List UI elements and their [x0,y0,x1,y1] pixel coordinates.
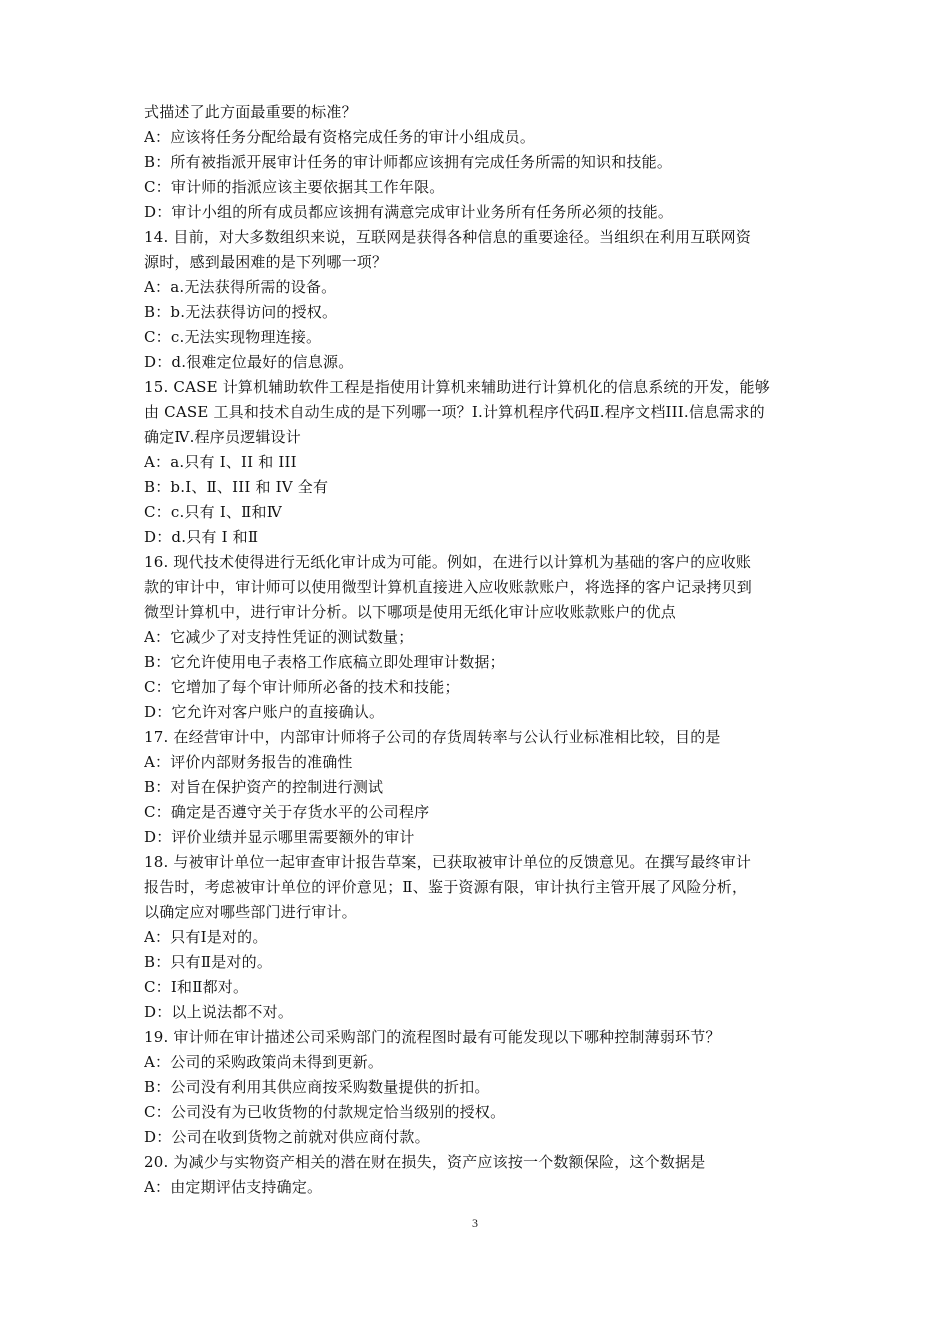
text-line: A：应该将任务分配给最有资格完成任务的审计小组成员。 [144,128,536,146]
page-number: 3 [472,1216,478,1230]
text-line: D：它允许对客户账户的直接确认。 [144,703,385,721]
text-line: A：它减少了对支持性凭证的测试数量； [144,628,414,646]
text-line: D：d.很难定位最好的信息源。 [144,353,354,371]
text-line: 14. 目前，对大多数组织来说，互联网是获得各种信息的重要途径。当组织在利用互联网资 [144,228,752,246]
text-line: 16. 现代技术使得进行无纸化审计成为可能。例如，在进行以计算机为基础的客户的应收账 [144,553,752,571]
text-line: B：b.无法获得访问的授权。 [144,303,338,321]
text-line: A：a.无法获得所需的设备。 [144,278,337,296]
text-line: C：c.无法实现物理连接。 [144,328,322,346]
text-line: C：Ⅰ和Ⅱ都对。 [144,978,249,996]
text-line: 由 CASE 工具和技术自动生成的是下列哪一项？I.计算机程序代码Ⅱ.程序文档III.信息需求的 [144,403,765,421]
text-line: 20. 为减少与实物资产相关的潜在财在损失，资产应该按一个数额保险，这个数据是 [144,1153,706,1171]
text-line: C：c.只有 I、Ⅱ和Ⅳ [144,503,282,521]
text-line: C：审计师的指派应该主要依据其工作年限。 [144,178,445,196]
text-line: B：对旨在保护资产的控制进行测试 [144,778,384,796]
text-line: 19. 审计师在审计描述公司采购部门的流程图时最有可能发现以下哪种控制薄弱环节？ [144,1028,721,1046]
text-line: 报告时，考虑被审计单位的评价意见；Ⅱ、鉴于资源有限，审计执行主管开展了风险分析， [144,878,748,896]
page-body [144,100,819,1200]
text-line: B：只有Ⅱ是对的。 [144,953,273,971]
text-line: D：d.只有 I 和Ⅱ [144,528,259,546]
text-line: D：以上说法都不对。 [144,1003,294,1021]
text-line: A：只有Ⅰ是对的。 [144,928,268,946]
text-line: 式描述了此方面最重要的标准？ [144,103,357,121]
text-line: D：公司在收到货物之前就对供应商付款。 [144,1128,430,1146]
text-line: 18. 与被审计单位一起审查审计报告草案，已获取被审计单位的反馈意见。在撰写最终审计 [144,853,752,871]
text-line: A：评价内部财务报告的准确性 [144,753,353,771]
text-line: B：公司没有利用其供应商按采购数量提供的折扣。 [144,1078,490,1096]
text-line: 17. 在经营审计中，内部审计师将子公司的存货周转率与公认行业标准相比较，目的是 [144,728,721,746]
text-line: 确定Ⅳ.程序员逻辑设计 [144,428,301,446]
text-line: 源时，感到最困难的是下列哪一项？ [144,253,388,271]
text-line: C：公司没有为已收货物的付款规定恰当级别的授权。 [144,1103,506,1121]
text-line: B：它允许使用电子表格工作底稿立即处理审计数据； [144,653,505,671]
text-line: 以确定应对哪些部门进行审计。 [144,903,357,921]
text-line: 微型计算机中，进行审计分析。以下哪项是使用无纸化审计应收账款账户的优点 [144,603,677,621]
text-line: B：b.I、Ⅱ、III 和 IV 全有 [144,478,329,496]
text-line: B：所有被指派开展审计任务的审计师都应该拥有完成任务所需的知识和技能。 [144,153,673,171]
text-line: C：确定是否遵守关于存货水平的公司程序 [144,803,430,821]
text-line: 款的审计中，审计师可以使用微型计算机直接进入应收账款账户，将选择的客户记录拷贝到 [144,578,753,596]
text-line: D：审计小组的所有成员都应该拥有满意完成审计业务所有任务所必须的技能。 [144,203,674,221]
text-line: A：公司的采购政策尚未得到更新。 [144,1053,384,1071]
text-line: A：a.只有 I、II 和 III [144,453,297,471]
text-line: C：它增加了每个审计师所必备的技术和技能； [144,678,460,696]
text-line: D：评价业绩并显示哪里需要额外的审计 [144,828,415,846]
text-line: 15. CASE 计算机辅助软件工程是指使用计算机来辅助进行计算机化的信息系统的开发，能够 [144,378,770,396]
text-line: A：由定期评估支持确定。 [144,1178,323,1196]
